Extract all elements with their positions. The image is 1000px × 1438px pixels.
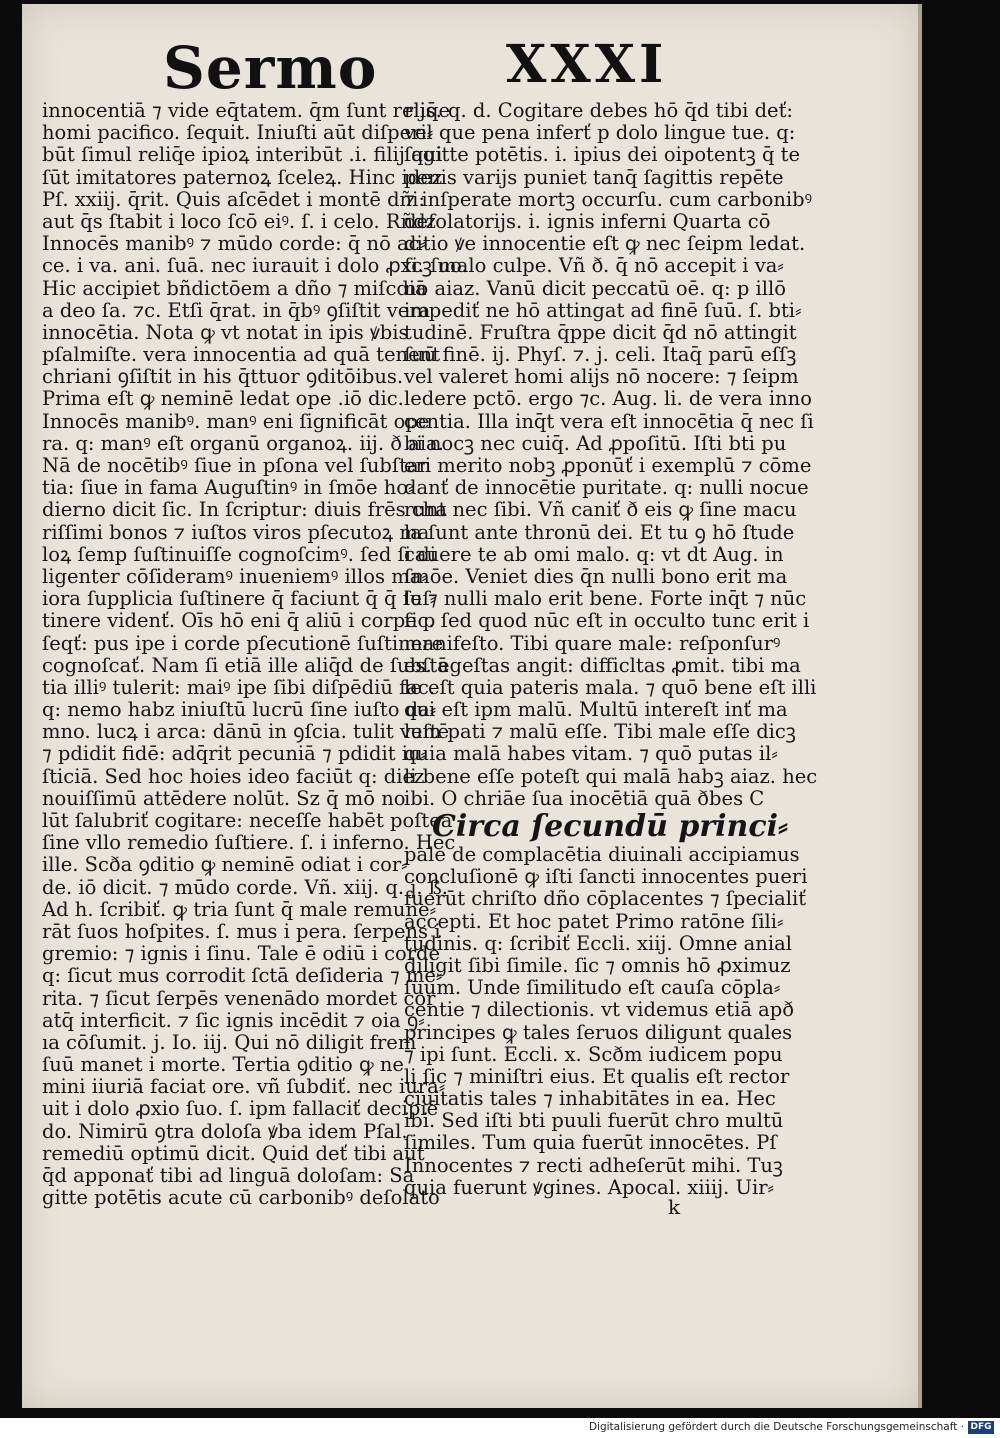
text-line: homi pacifico. ſequit. Iniuſti aūt diſperi⸗ <box>42 121 434 145</box>
text-line: deſolatorijs. i. ignis inferni Quarta cō <box>404 209 771 233</box>
text-line: ⁊ pdidit fidē: adq̄rit pecuniā ⁊ pdidit iu⸗ <box>42 742 428 766</box>
text-line: de. iō dicit. ⁊ mūdo corde. Vñ. xiij. q. j. ß. <box>42 875 448 899</box>
text-line: qui eſt ipm malū. Multū intereſt inť ma <box>404 698 788 722</box>
section-body <box>404 843 808 1199</box>
text-line: remediū optimū dicit. Quid deť tibi aut <box>42 1141 425 1165</box>
text-line: Pſ. xxiij. q̄rit. Quis aſcēdet i montē dñi: <box>42 187 425 211</box>
text-line: quia fuerunt ꝟgines. Apocal. xiiij. Uir⸗ <box>404 1175 775 1199</box>
funding-credit: Digitalisierung gefördert durch die Deutsche Forschungsgemeinschaft · <box>588 1421 964 1433</box>
text-line: Innocēs manibꝰ ⁊ mūdo corde: q̄ nō ac⸗ <box>42 232 427 256</box>
text-line: ditio ꝟe innocentie eſt ꝙ nec ſeipm ledat. <box>404 232 806 256</box>
text-line: pale de complacētia diuinali accipiamus <box>404 843 800 866</box>
text-line: gremio: ⁊ ignis i ſinu. Tale ē odiū i corde <box>42 942 441 966</box>
text-line: ſeqť: pus ipe i corde pſecutionē ſuſtinere <box>42 631 444 655</box>
text-line: concluſionē ꝙ iſti ſancti innocentes pueri <box>404 865 808 889</box>
text-line: Nā de nocētibꝰ ſiue in pſona vel ſubſtan <box>42 454 432 477</box>
running-head-title: Sermo <box>163 34 378 102</box>
text-line: la ſunt ante thronū dei. Et tu ꝯ hō ſtude <box>404 520 795 544</box>
right-text-column <box>404 99 818 810</box>
text-line: tudinis. q: ſcribiť Eccli. xiij. Omne anial <box>404 931 792 955</box>
text-line: chriani ꝯſiſtit in his q̄ttuor ꝯditōibus. <box>42 365 404 389</box>
dfg-logo-icon: DFG <box>968 1421 994 1434</box>
text-line: innocentiā ⁊ vide eq̄tatem. q̄m ſunt reliq̄e <box>42 99 451 122</box>
text-line: tinere videnť. Oīs hō eni q̄ aliū i corpe p <box>42 609 436 633</box>
text-line: gitte potētis acute cū carbonibꝰ deſolato <box>42 1186 440 1210</box>
text-line: quia malā habes vitam. ⁊ quō putas il⸗ <box>404 742 778 766</box>
text-line: innocētia. Nota ꝙ vt notat in ipis ꝟbis <box>42 320 409 344</box>
footer-bar <box>0 1418 1000 1438</box>
text-line: es. egeſtas angit: difficltas ꝓmit. tibi ma <box>404 653 801 677</box>
text-line: ſagitte potētis. i. ipius dei oipotentꝫ q̄ te <box>404 143 801 167</box>
text-line: le ⁊ nulli malo erit bene. Forte inq̄t ⁊ nūc <box>404 587 807 611</box>
text-line: Prima eſt ꝙ neminē ledat ope .iō dic. <box>42 387 404 411</box>
text-line: ſine vllo remedio ſuſtiere. ſ. i inferno. Hec <box>42 831 456 855</box>
text-line: lūt ſalubriť cogitare: neceſſe habēt poſtea <box>42 809 453 832</box>
text-line: no aiaz. Vanū dicit peccatū oē. q: p illō <box>404 276 786 300</box>
text-line: ibi. O chriāe ſua inocētiā quā ðbes C <box>404 786 765 810</box>
text-line: aut q̄s ſtabit i loco ſcō eiꝰ. ſ. i celo. Rñdz <box>42 209 436 233</box>
text-line: bi nocꝫ nec cuiq̄. Ad ꝓpoſitū. Iſti bti pu <box>404 431 787 455</box>
text-line: ⁊ ipi ſunt. Eccli. x. Scðm iudicem popu <box>404 1042 783 1066</box>
text-line: ligenter cōſideramꝰ inueniemꝰ illos ma⸗ <box>42 564 428 588</box>
text-line: runt nec ſibi. Vñ caniť ð eis ꝙ ſine macu <box>404 498 797 522</box>
text-line: principes ꝙ tales ſeruos diligunt quales <box>404 1020 793 1044</box>
text-line: eri merito nobꝫ ꝓponūť i exemplū ⁊ cōme <box>404 454 812 477</box>
text-line: q: nemo habz iniuſtū lucrū ſine iuſto da⸗ <box>42 698 437 722</box>
text-line: cognoſcať. Nam ſi etiā ille aliq̄d de ſubſtā <box>42 653 449 677</box>
text-line: mno. lucꝝ i arca: dānū in ꝯſcia. tulit veſtē <box>42 720 450 744</box>
text-line: ſuū finē. ij. Phyſ. ⁊. j. celi. Itaq̄ parū eſſꝫ <box>404 343 797 367</box>
text-line: rāt ſuos hoſpites. ſ. mus i pera. ſerpens i <box>42 919 441 943</box>
text-line: ſūt imitatores paternoꝝ ſceleꝝ. Hinc idez <box>42 165 443 189</box>
text-line: loꝝ ſemp ſuſtinuiſſe cognoſcimꝰ. ſed ſi di <box>42 542 436 566</box>
text-line: Ad h. ſcribiť. ꝙ tria ſunt q̄ male remune⸗ <box>42 897 437 921</box>
text-line: ſuū manet i morte. Tertia ꝯditio ꝙ ne <box>42 1053 404 1077</box>
text-line: penis varijs puniet tanq̄ ſagittis repēte <box>404 165 784 189</box>
folio-number: XXXI <box>506 34 668 95</box>
text-line: uit i dolo ꝓxio ſuo. ſ. ipm fallaciť decipiē <box>42 1097 439 1121</box>
text-line: rita. ⁊ ſicut ſerpēs venenādo mordet cor <box>42 986 436 1010</box>
text-line: danť de innocētie puritate. q: nulli nocue <box>404 476 809 500</box>
text-line: būt ſimul reliq̄e ipioꝝ interibūt .i. filij qui <box>42 143 443 167</box>
text-line: fuerūt chriſto dño cōplacentes ⁊ ſpecialiť <box>404 887 807 911</box>
text-line: diligit ſibi ſimile. ſic ⁊ omnis hō ꝓximuz <box>404 953 791 977</box>
text-line: centie ⁊ dilectionis. vt videmus etiā apð <box>404 998 795 1022</box>
text-line: tia illiꝰ tulerit: maiꝰ ipe ſibi diſpēdiū fac. <box>42 675 436 699</box>
text-line: cauere te ab omi malo. q: vt dt Aug. in <box>404 542 784 566</box>
text-line: do. Nimirū ꝯtra doloſa ꝟba idem Pſal. <box>42 1119 408 1143</box>
text-line: tudinē. Fruſtra q̄ppe dicit q̄d nō attingit <box>404 320 797 344</box>
text-line: li ſic ⁊ miniſtri eius. Et qualis eſt rector <box>404 1064 790 1088</box>
signature-mark: k <box>668 1195 681 1219</box>
text-line: ⁊ inſperate mortꝫ occurſu. cum carbonibꝰ <box>404 187 813 211</box>
text-line: ille. Scða ꝯditio ꝙ neminē odiat i cor⸗ <box>42 853 408 877</box>
text-line: mini iiuriā faciat ore. vñ ſubdiť. nec iura⸗ <box>42 1075 446 1099</box>
text-line: ibi. Sed iſti bti puuli fuerūt chro multū <box>404 1109 784 1133</box>
text-line: ſticiā. Sed hoc hoies ideo faciūt q: diez <box>42 764 425 788</box>
section-heading: Circa ſecundū princi⸗ <box>432 809 788 844</box>
text-line: ſic. ſed quod nūc eſt in occulto tunc erit i <box>404 609 810 633</box>
page-edge <box>918 4 922 1408</box>
text-line: ſimiles. Tum quia fuerūt innocētes. Pſ <box>404 1131 777 1155</box>
text-line: ſuum. Unde ſimilitudo eſt cauſa cōpla⸗ <box>404 976 781 1000</box>
text-line: ſmōe. Veniet dies q̄n nulli bono erit ma <box>404 564 788 588</box>
text-line: lum pati ⁊ malū eſſe. Tibi male eſſe dicꝫ <box>404 720 796 744</box>
text-line: Innocentes ⁊ recti adheſerūt mihi. Tuꝫ <box>404 1153 783 1177</box>
text-line: ciuitatis tales ⁊ inhabitātes in ea. Hec <box>404 1087 776 1111</box>
text-line: q̄d apponať tibi ad linguā doloſam: Sa <box>42 1164 415 1187</box>
text-line: ıa cōſumit. j. Io. iij. Qui nō diligit frem <box>42 1030 417 1054</box>
text-line: q: ſicut mus corrodit ſctā deſideria ⁊ me⸗ <box>42 964 443 988</box>
text-line: accepti. Et hoc patet Primo ratōne ſili⸗ <box>404 909 784 933</box>
text-line: nouiſſimū attēdere nolūt. Sz q̄ mō no <box>42 786 406 810</box>
text-line: a deo ſa. ⁊c. Etſi q̄rat. in q̄bꝰ ꝯſiſtit vera <box>42 298 431 322</box>
text-line: dierno dicit ſic. In ſcriptur: diuis frēs cha <box>42 498 447 522</box>
text-line: li bene eſſe poteſt qui malā habꝫ aiaz. hec <box>404 764 818 788</box>
text-line: atq̄ interficit. ⁊ ſic ignis incēdit ⁊ oia ꝯ⸗ <box>42 1008 425 1032</box>
text-line: pſalmiſte. vera innocentia ad quā tenent <box>42 343 441 367</box>
text-line: ce. i va. ani. ſuā. nec iurauit i dolo ꝓxi. ſuo. <box>42 254 468 278</box>
right-text-column-continued <box>404 809 808 1199</box>
text-line: manifeſto. Tibi quare male: reſponſurꝰ <box>404 631 781 655</box>
text-line: ra. q: manꝰ eſt organū organoꝝ. iij. ð aia. <box>42 431 444 455</box>
text-line: vel valeret homi alijs nō nocere: ⁊ ſeipm <box>404 365 799 389</box>
text-line: ſcꝫ malo culpe. Vñ ð. q̄ nō accepit i va⸗ <box>404 254 784 278</box>
text-line: riſſimi bonos ⁊ iuſtos viros pſecutoꝝ ma <box>42 520 430 544</box>
text-line: Innocēs manibꝰ. manꝰ eni ſignificāt ope <box>42 409 430 433</box>
text-line: impediť ne hō attingat ad finē ſuū. ſ. bti⸗ <box>404 298 802 322</box>
text-line: ledere pctō. ergo ⁊c. Aug. li. de vera inno <box>404 387 812 411</box>
text-line: Hic accipiet bñdictōem a dño ⁊ miſcdiā <box>42 276 427 300</box>
text-line: le eſt quia pateris mala. ⁊ quō bene eſt illi <box>404 675 817 699</box>
text-line: centia. Illa inq̄t vera eſt innocētia q̄ nec ſi <box>404 409 814 433</box>
text-line: iora ſupplicia ſuſtinere q̄ faciunt q̄ q̄ ſuſ⸗ <box>42 587 437 611</box>
text-line: vel que pena inferť p dolo lingue tue. q: <box>404 121 796 145</box>
left-text-column <box>42 99 468 1210</box>
text-line: tia: ſiue in fama Auguſtinꝰ in ſmōe ho⸗ <box>42 476 415 500</box>
text-line: rijs. q. d. Cogitare debes hō q̄d tibi deť: <box>404 99 794 122</box>
